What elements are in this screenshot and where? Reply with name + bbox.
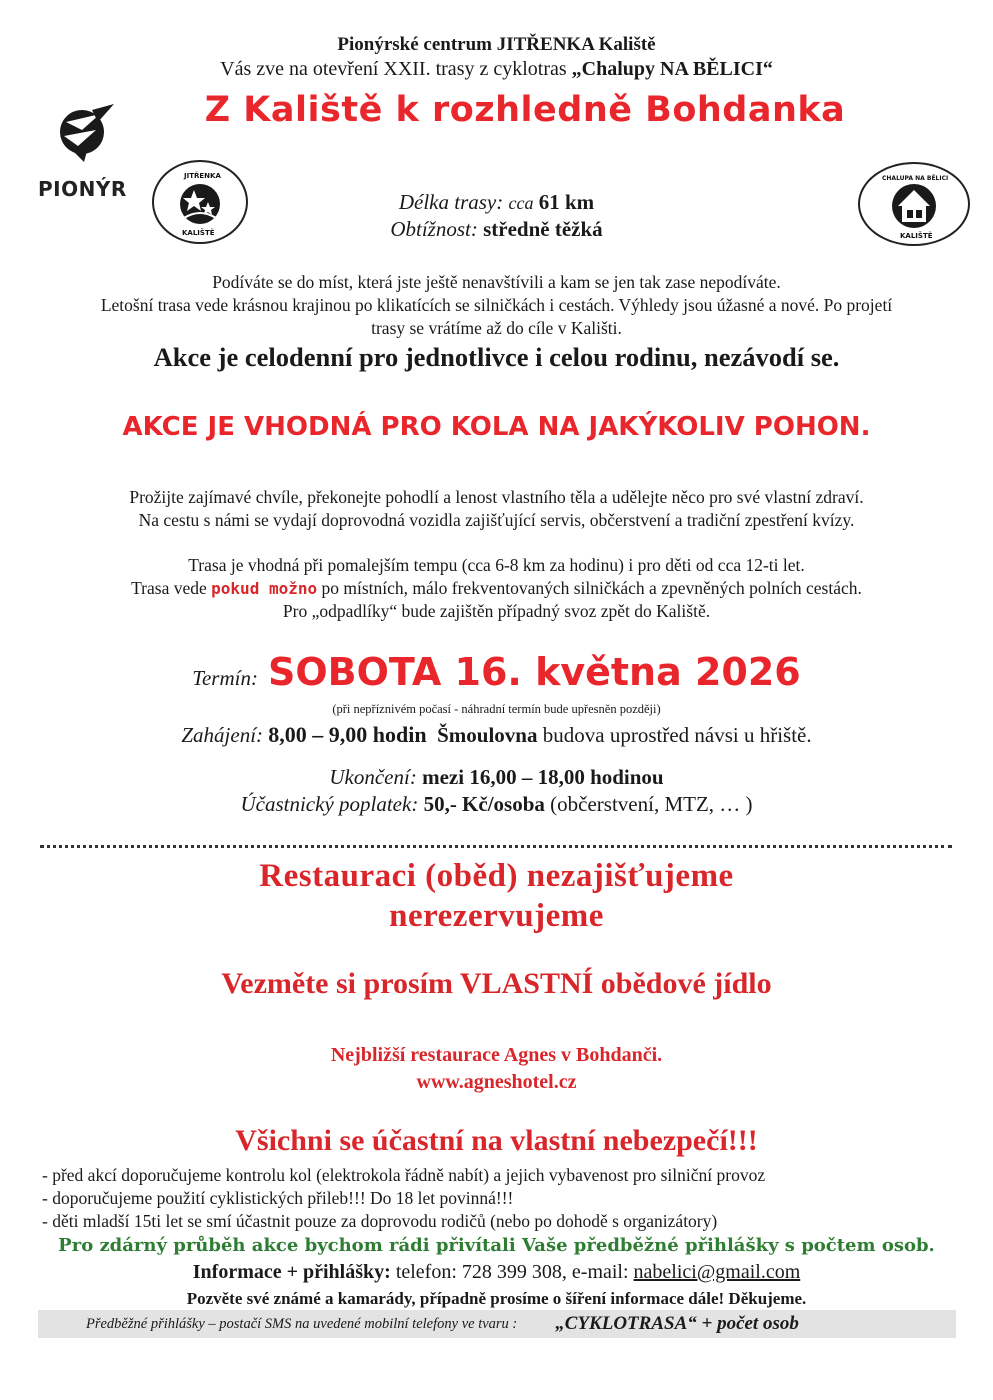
registration-line: Pro zdárný průběh akce bychom rádi přivítali Vaše předběžné přihlášky s počtem osob.: [58, 1235, 935, 1256]
start-place: Šmoulovna: [437, 723, 538, 747]
motivation-paragraph: [0, 486, 993, 532]
intro-line: trasy se vrátíme až do cíle v Kališti.: [371, 318, 622, 338]
fee-value: 50,- Kč/osoba: [423, 792, 545, 816]
fee-label: Účastnický poplatek:: [240, 792, 419, 816]
route-length-value: 61 km: [538, 190, 595, 214]
pace-line: Trasa je vhodná při pomalejším tempu (cca 6-8 km za hodinu) i pro děti od cca 12-ti let.: [188, 555, 805, 575]
risk-title: Všichni se účastní na vlastní nebezpečí!!!: [235, 1124, 758, 1157]
end-label: Ukončení:: [329, 765, 417, 789]
sms-text: Předběžné přihlášky – postačí SMS na uvedené mobilní telefony ve tvaru :: [86, 1315, 518, 1332]
term-date: SOBOTA 16. května 2026: [267, 650, 801, 694]
risk-item: - před akcí doporučujeme kontrolu kol (elektrokola řádně nabít) a jejich vybavenost pro silniční provoz: [42, 1165, 766, 1185]
roads-before: Trasa vede: [131, 578, 212, 598]
jitrenka-logo-bottom-text: KALIŠTĚ: [182, 229, 215, 237]
term-line: [0, 650, 993, 694]
own-food-line: Vezměte si prosím VLASTNÍ obědové jídlo: [221, 967, 772, 1000]
fee-rest: (občerstvení, MTZ, … ): [550, 792, 753, 816]
roads-line: [0, 578, 993, 599]
start-label: Zahájení:: [181, 723, 264, 747]
intro-line: Letošní trasa vede krásnou krajinou po klikatících se silničkách i cestách. Výhledy jsou úžasné a nové. Po projetí: [100, 295, 893, 315]
invite-friends-line: Pozvěte své známé a kamarády, případně prosíme o šíření informace dále! Děkujeme.: [186, 1289, 807, 1308]
route-difficulty-value: středně těžká: [483, 217, 603, 241]
jitrenka-logo-top-text: JITŘENKA: [184, 172, 221, 180]
contact-email-label: e-mail:: [571, 1261, 629, 1283]
restaurant-line-1: Restauraci (oběd) nezajišťujeme: [259, 858, 734, 894]
term-label: Termín:: [192, 666, 258, 690]
contact-email-link[interactable]: nabelici@gmail.com: [633, 1261, 801, 1283]
start-line: [0, 722, 993, 748]
risk-list: [42, 1164, 962, 1233]
motivation-line: Prožijte zajímavé chvíle, překonejte pohodlí a lenost vlastního těla a udělejte něco pro své vlastní zdraví.: [129, 487, 864, 507]
route-difficulty-label: Obtížnost:: [390, 217, 478, 241]
motivation-line: Na cestu s námi se vydají doprovodná vozidla zajišťující servis, občerstvení a tradiční zpestření kvízy.: [138, 510, 855, 530]
risk-item: - děti mladší 15ti let se smí účastnit pouze za doprovodu rodičů (nebo po dohodě s organizátory): [42, 1211, 718, 1231]
nearest-restaurant: Nejbližší restaurace Agnes v Bohdanči.: [330, 1044, 663, 1066]
invite-line: [0, 58, 993, 81]
route-length: [0, 190, 993, 215]
end-line: [0, 765, 993, 790]
contact-phone[interactable]: telefon: 728 399 308,: [395, 1261, 567, 1283]
org-name: Pionýrské centrum JITŘENKA Kaliště: [337, 34, 656, 55]
page-title: Z Kaliště k rozhledně Bohdanka: [204, 90, 846, 130]
pionyr-emblem-icon: [38, 100, 130, 170]
chalupa-logo-bottom-text: KALIŠTĚ: [900, 232, 933, 240]
route-length-prefix: cca: [508, 193, 534, 213]
roads-highlight: pokud možno: [211, 579, 318, 598]
pionyr-label: PIONÝR: [38, 177, 127, 201]
risk-item: - doporučujeme použití cyklistických přileb!!! Do 18 let povinná!!!: [42, 1188, 514, 1208]
contact-line: [0, 1261, 993, 1284]
chalupa-logo-top-text: CHALUPA NA BĚLICI: [882, 175, 949, 182]
roads-after: po místních, málo frekventovaných silničkách a zpevněných polních cestách.: [317, 578, 862, 598]
fee-line: [0, 792, 993, 817]
invite-route-name: „Chalupy NA BĚLICI“: [571, 58, 773, 80]
invite-prefix: Vás zve na otevření XXII. trasy z cyklotras: [220, 58, 572, 80]
intro-line: Podíváte se do míst, která jste ještě nenavštívili a kam se jen tak zase nepodíváte.: [212, 272, 781, 292]
restaurant-url[interactable]: www.agneshotel.cz: [416, 1071, 577, 1093]
family-line: Akce je celodenní pro jednotlivce i celou rodinu, nezávodí se.: [153, 342, 840, 372]
contact-label: Informace + přihlášky:: [192, 1261, 391, 1283]
route-difficulty: [0, 217, 993, 242]
start-time: 8,00 – 9,00 hodin: [268, 722, 427, 747]
sms-format: „CYKLOTRASA“ + počet osob: [555, 1313, 799, 1334]
dotted-divider: [40, 845, 952, 848]
route-length-label: Délka trasy:: [398, 190, 504, 214]
end-time: mezi 16,00 – 18,00 hodinou: [422, 765, 664, 789]
any-bike-line: AKCE JE VHODNÁ PRO KOLA NA JAKÝKOLIV POHON.: [122, 412, 871, 442]
sms-bar: [38, 1310, 956, 1338]
dropout-line: Pro „odpadlíky“ bude zajištěn případný svoz zpět do Kaliště.: [282, 601, 711, 621]
start-place-rest: budova uprostřed návsi u hřiště.: [542, 723, 812, 747]
pionyr-logo: [38, 100, 130, 200]
intro-paragraph: [0, 271, 993, 340]
restaurant-line-2: nerezervujeme: [389, 898, 604, 934]
term-note: (při nepříznivém počasí - náhradní termín bude upřesněn později): [332, 702, 661, 716]
